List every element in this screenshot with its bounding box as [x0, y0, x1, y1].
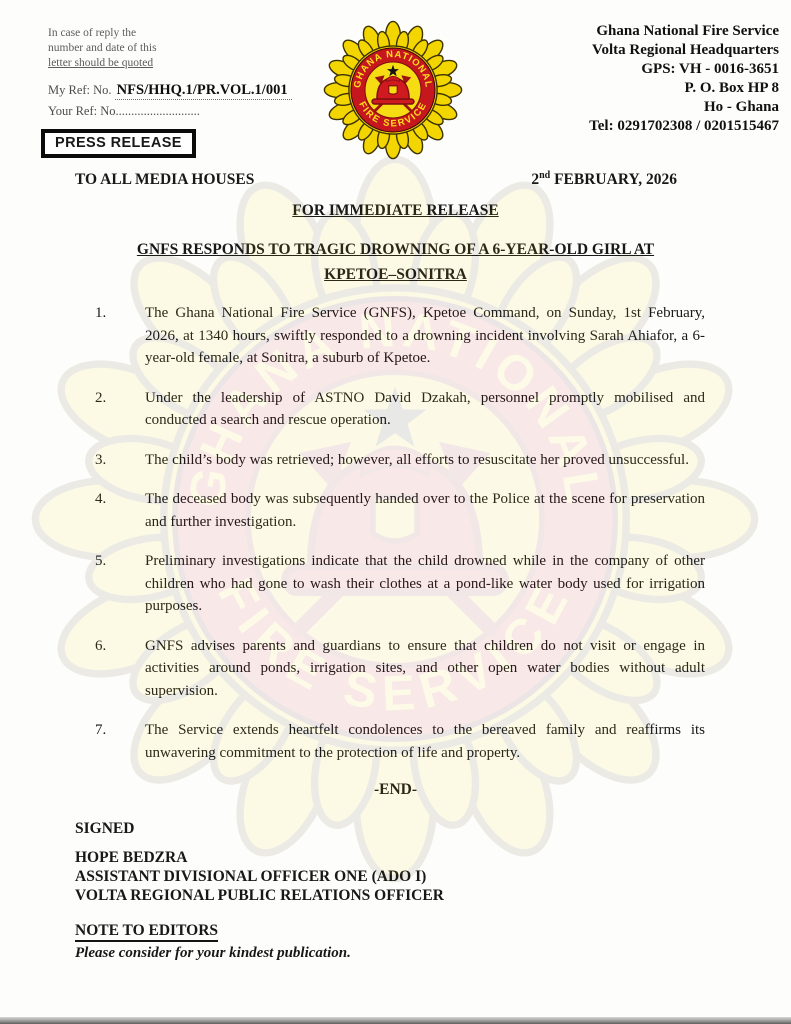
paragraph-3: [95, 449, 705, 472]
paragraph-text: The deceased body was subsequently handed over to the Police at the scene for preservation and further investigation.: [145, 491, 705, 530]
org-name: Ghana National Fire Service: [596, 23, 779, 39]
paragraph-5: [95, 550, 705, 618]
letterhead-address-block: [589, 22, 779, 136]
org-tel: Tel: 0291702308 / 0201515467: [589, 118, 779, 134]
my-ref-line: [48, 82, 292, 99]
editors-note-text: Please consider for your kindest publication.: [75, 945, 351, 962]
reply-note-line: number and date of this: [48, 42, 157, 54]
paragraph-text: The Ghana National Fire Service (GNFS), Kpetoe Command, on Sunday, 1st February, 2026, at 1340 hours, swiftly responded to a drowning incident involving Sarah Ahiafor, a 6-year-old female, at Sonitra, a suburb of Kpetoe.: [145, 305, 705, 367]
paragraph-text: The child’s body was retrieved; however, all efforts to resuscitate her proved unsuccessful.: [145, 451, 689, 468]
reply-note-line: letter should be quoted: [48, 57, 154, 69]
paragraph-number: 4.: [95, 491, 107, 508]
body-paragraphs: [0, 302, 791, 764]
org-po-box: P. O. Box HP 8: [684, 80, 779, 96]
paragraph-7: [95, 719, 705, 764]
addressee-row: [0, 170, 791, 189]
date-rest: FEBRUARY, 2026: [554, 171, 677, 189]
org-gps: GPS: VH - 0016-3651: [641, 61, 779, 77]
press-release-stamp: PRESS RELEASE: [41, 129, 196, 158]
paragraph-number: 5.: [95, 553, 107, 570]
paragraph-text: Preliminary investigations indicate that the child drowned while in the company of other children who had gone to wash their clothes at a pond-like water body used for irrigation purposes.: [145, 553, 705, 615]
end-marker: -END-: [373, 781, 418, 799]
release-date: [531, 170, 677, 189]
paragraph-text: Under the leadership of ASTNO David Dzakah, personnel promptly mobilised and conducted a search and rescue operation.: [145, 389, 705, 429]
paragraph-number: 6.: [95, 637, 107, 654]
my-ref-value: NFS/HHQ.1/PR.VOL.1/001: [115, 82, 292, 100]
paragraph-text: GNFS advises parents and guardians to ensure that children do not visit or engage in activities around ponds, irrigation sites, and other open water bodies without adult supervision.: [145, 637, 705, 699]
headline: [0, 237, 791, 287]
signature-block: [0, 848, 791, 905]
your-ref-label: Your Ref: No...........................: [48, 104, 200, 118]
signed-label: SIGNED: [75, 820, 135, 838]
paragraph-4: [95, 488, 705, 533]
headline-line2: KPETOE–SONITRA: [324, 266, 467, 284]
paragraph-2: [95, 387, 705, 432]
reply-instruction-note: [48, 26, 157, 71]
paragraph-text: The Service extends heartfelt condolences to the bereaved family and reaffirms its unwavering commitment to the protection of life and property.: [145, 722, 705, 761]
paragraph-number: 3.: [95, 451, 107, 468]
date-day: 2: [531, 171, 540, 189]
editors-note-heading: NOTE TO EDITORS: [0, 922, 791, 940]
my-ref-label: My Ref: No.: [48, 83, 112, 97]
paragraph-number: 7.: [95, 722, 107, 739]
letterhead-header: [0, 0, 791, 164]
your-ref-line: [48, 104, 200, 119]
paragraph-number: 1.: [95, 305, 107, 322]
reply-note-line: In case of reply the: [48, 27, 137, 39]
org-division: Volta Regional Headquarters: [592, 42, 779, 58]
release-line: FOR IMMEDIATE RELEASE: [292, 202, 499, 220]
addressee: TO ALL MEDIA HOUSES: [75, 171, 255, 189]
signatory-title-2: VOLTA REGIONAL PUBLIC RELATIONS OFFICER: [75, 887, 444, 905]
paragraph-1: [95, 302, 705, 370]
signatory-title-1: ASSISTANT DIVISIONAL OFFICER ONE (ADO I): [75, 868, 427, 886]
gnfs-crest-logo-icon: [323, 20, 463, 160]
org-city: Ho - Ghana: [703, 99, 779, 115]
headline-line1: GNFS RESPONDS TO TRAGIC DROWNING OF A 6-YEAR-OLD GIRL AT: [136, 241, 655, 259]
date-ordinal: nd: [539, 170, 551, 181]
paragraph-6: [95, 635, 705, 703]
paragraph-number: 2.: [95, 389, 107, 406]
signatory-name: HOPE BEDZRA: [75, 849, 188, 867]
photo-edge-strip: [0, 1017, 791, 1024]
